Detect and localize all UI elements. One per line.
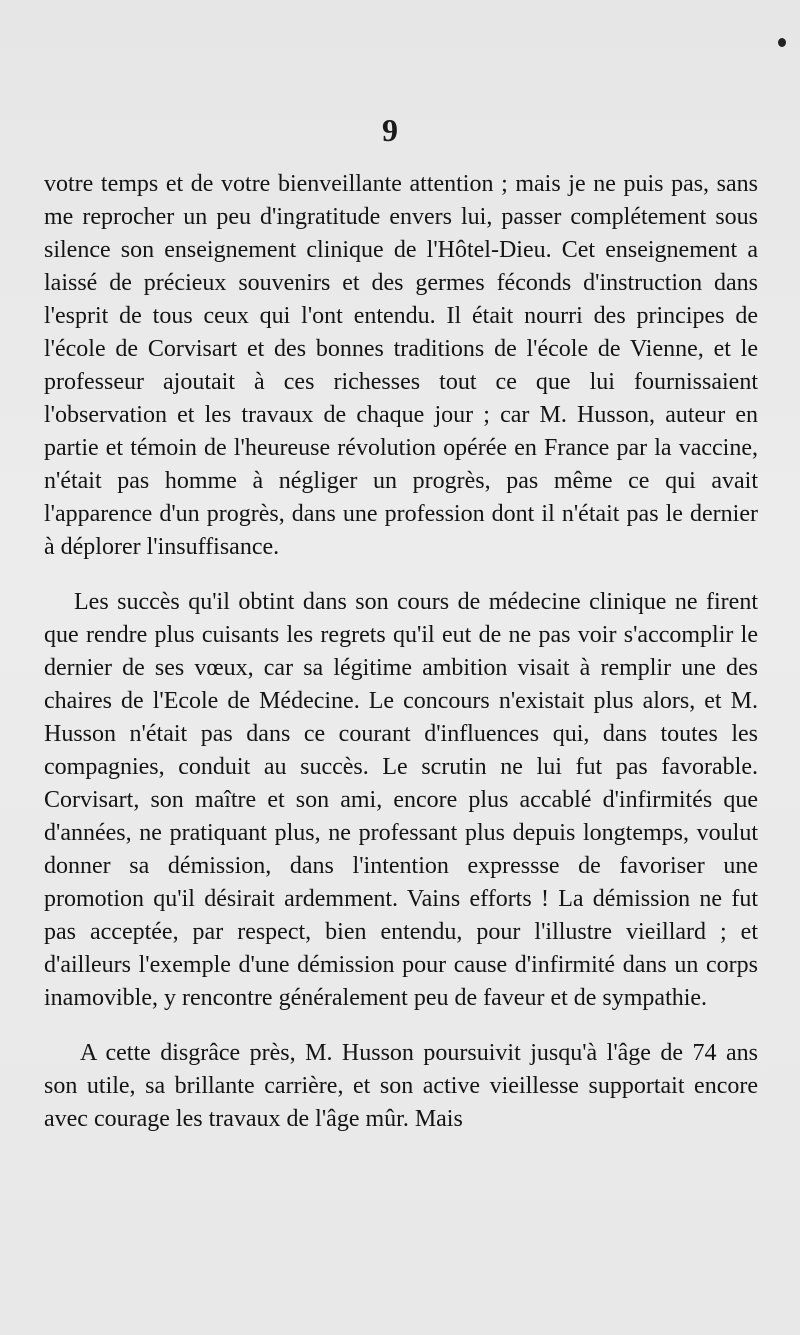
page-number: 9 (382, 112, 398, 148)
paragraph-2: Les succès qu'il obtint dans son cours de médecine clinique ne firent que rendre plus cuisants les regrets qu'il eut de ne pas voir s'accomplir le dernier de ses vœux, car sa légitime ambition visait à remplir une des chaires de l'Ecole de Médecine. Le concours n'existait plus alors, et M. Husson n'était pas dans ce courant d'influences qui, dans toutes les compagnies, conduit au succès. Le scrutin ne lui fut pas favorable. Corvisart, son maître et son ami, encore plus accablé d'infirmités que d'années, ne pratiquant plus, ne professant plus depuis longtemps, voulut donner sa démission, dans l'intention expressse de favoriser une promotion qu'il désirait ardemment. Vains efforts ! La démission ne fut pas acceptée, par respect, bien entendu, pour l'illustre vieillard ; et d'ailleurs l'exemple d'une démission pour cause d'infirmité dans un corps inamovible, y rencontre généralement peu de faveur et de sympathie. (44, 589, 758, 1011)
paragraph-3: A cette disgrâce près, M. Husson poursuivit jusqu'à l'âge de 74 ans son utile, sa brillante carrière, et son active vieillesse supportait encore avec courage les travaux de l'âge mûr. Mais (44, 1040, 758, 1132)
body-text (44, 168, 758, 1136)
ink-speck (778, 38, 786, 47)
paragraph-1: votre temps et de votre bienveillante attention ; mais je ne puis pas, sans me reprocher un peu d'ingratitude envers lui, passer complétement sous silence son enseignement clinique de l'Hôtel-Dieu. Cet enseignement a laissé de précieux souvenirs et des germes féconds d'instruction dans l'esprit de tous ceux qui l'ont entendu. Il était nourri des principes de l'école de Corvisart et des bonnes traditions de l'école de Vienne, et le professeur ajoutait à ces richesses tout ce que lui fournissaient l'observation et les travaux de chaque jour ; car M. Husson, auteur en partie et témoin de l'heureuse révolution opérée en France par la vaccine, n'était pas homme à négliger un progrès, pas même ce qui avait l'apparence d'un progrès, dans une profession dont il n'était pas le dernier à déplorer l'insuffisance. (44, 171, 758, 560)
